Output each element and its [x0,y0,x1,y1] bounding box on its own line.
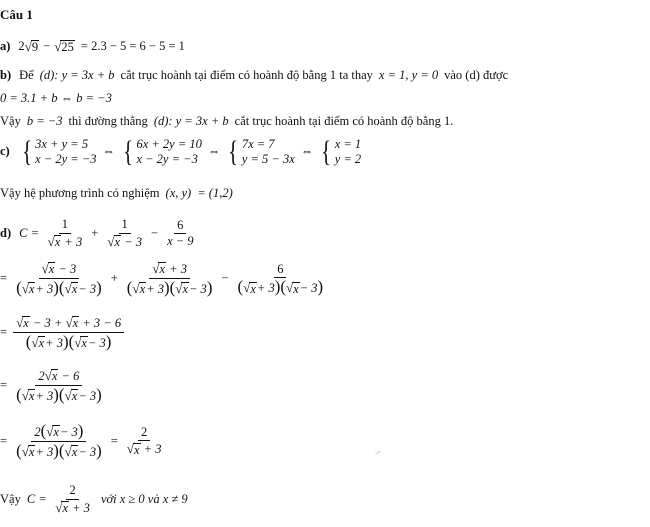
final-prefix: Vậy [0,491,21,506]
step5-fraction-2: 2 √ x + 3 [126,424,162,457]
part-b-step-expr: 0 = 3.1 + b ⇔ b = −3 [0,91,112,105]
part-d-step3: = √ x − 3 + √ x + 3 − 6 ( √ x + 3)( √ x − 3) [0,316,126,351]
step3-fraction: √ x − 3 + √ x + 3 − 6 ( √ x + 3)( √ x − 3) [13,316,124,351]
conclusion-text1: thì đường thẳng [68,114,148,128]
system-1: { 3x + y = 5 x − 2y = −3 [21,135,97,168]
part-a-result: = 2.3 − 5 = 6 − 5 = 1 [80,39,185,54]
system-2: { 6x + 2y = 10 x − 2y = −3 [123,135,202,168]
step2-fraction-2: √ x + 3 ( √ x + 3)( √ x − 3) [126,261,213,297]
solution-rhs: = (1,2) [197,186,233,200]
part-b-label: b) [0,68,12,82]
system-3: { 7x = 7 y = 5 − 3x [228,135,295,168]
part-b-step [0,92,112,106]
part-d-step2: = √ x − 3 ( √ x + 3)( √ x − 3) + √ x + 3 ( √ x + 3)( √ x − 3) − 6 ( √ x + 3)( √ x − 3) [0,262,328,297]
part-d-final: Vậy C = 2 √ x + 3 với x ≥ 0 và x ≠ 9 [0,483,188,516]
part-b-substitution: x = 1, y = 0 [378,68,439,82]
part-d-step4: = 2 √ x − 6 ( √ x + 3)( √ x − 3) [0,369,107,404]
step2-fraction-3: 6 ( √ x + 3)( √ x − 3) [237,261,324,297]
line-d-equation: : y = 3x + b [54,68,115,82]
part-c-conclusion [0,187,233,201]
equiv-symbol: ⇔ [102,144,116,159]
conclusion-equation: : y = 3x + b [168,114,229,128]
fraction-1: 1 √ x + 3 [47,217,83,250]
final-fraction: 2 √ x + 3 [55,483,90,516]
system-4: { x = 1 y = 2 [321,135,362,168]
part-b-text1: cắt trục hoành tại điểm có hoành độ bằng 1 ta thay [120,68,373,82]
final-condition: với x ≥ 0 và x ≠ 9 [100,491,188,506]
question-title: Câu 1 [0,7,33,22]
part-b-text2: vào (d) được [444,68,509,82]
part-d-label: d) [0,225,12,240]
conclusion-prefix: Vậy [0,114,21,128]
fraction-2: 1 √ x − 3 [107,217,142,250]
equiv-symbol: ⇔ [207,144,221,159]
sqrt-25: √ 25 [54,39,74,55]
part-b-line1 [0,69,508,83]
part-d-definition: d) C = 1 √ x + 3 + 1 √ x − 3 − $\frac{6}{x - 9}$ [0,218,199,250]
part-a-label: a) [0,39,11,54]
conclusion-line-name: (d) [153,114,169,128]
step4-fraction: 2 √ x − 6 ( √ x + 3)( √ x − 3) [16,368,102,404]
part-c-label: c) [0,144,10,159]
part-c-systems [0,137,363,167]
fraction-3: $\frac{6}{x - 9}$ [167,217,194,249]
step2-fraction-1: √ x − 3 ( √ x + 3)( √ x − 3) [16,261,102,297]
part-a: a) 2 √ 9 − √ 25 = 2.3 − 5 = 6 − 5 = 1 [0,39,185,55]
conclusion-text2: cắt trục hoành tại điểm có hoành độ bằng 1. [234,114,454,128]
stray-mark [375,450,380,454]
part-d-step5: = 2( √ x − 3) ( √ x + 3)( √ x − 3) = 2 √ x + 3 [0,423,166,460]
step5-fraction-1: 2( √ x − 3) ( √ x + 3)( √ x − 3) [16,421,102,460]
solution-lhs: (x, y) [165,186,192,200]
conclusion-b-value: b = −3 [26,114,63,128]
part-b-intro: Để [19,68,34,82]
part-b-conclusion [0,115,453,129]
part-c-conclusion-text: Vậy hệ phương trình có nghiệm [0,186,160,200]
equiv-symbol: ⇔ [300,144,314,159]
line-d-name: (d) [39,68,55,82]
sqrt-9: √ 9 [24,39,39,55]
